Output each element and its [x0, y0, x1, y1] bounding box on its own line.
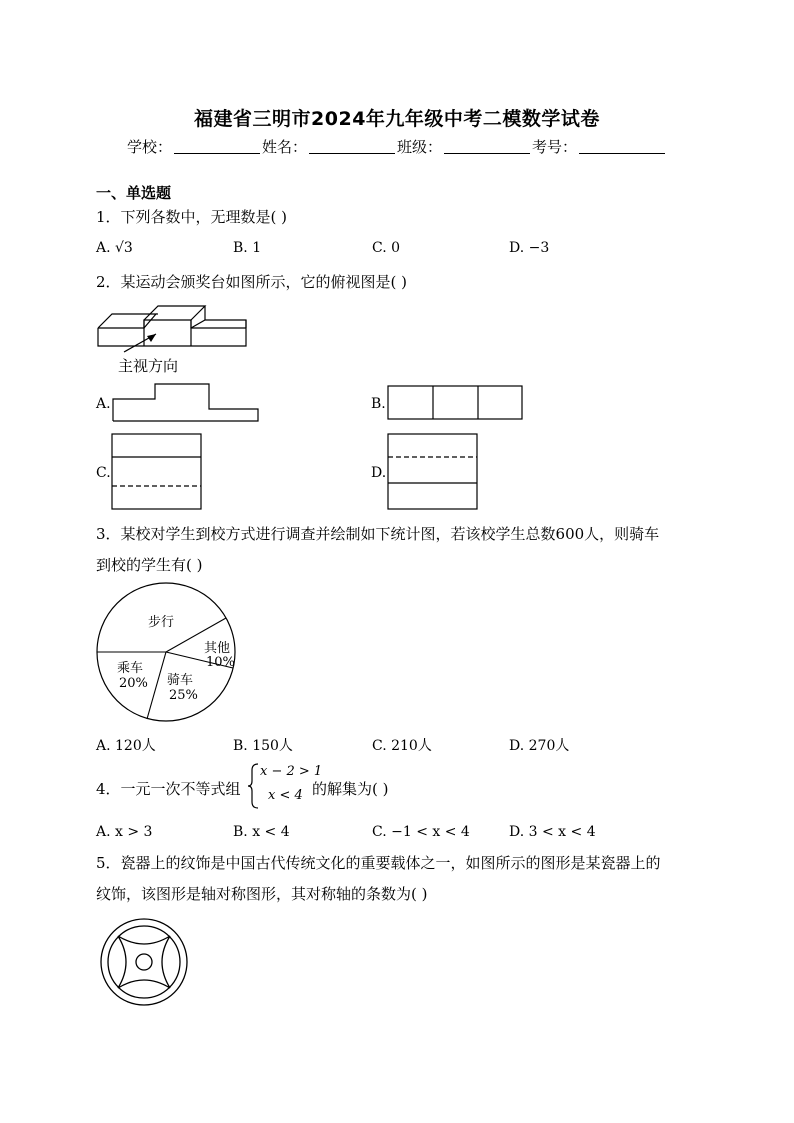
exam-title: 福建省三明市2024年九年级中考二模数学试卷: [194, 108, 600, 130]
q1-option-a: A. √3: [96, 240, 133, 256]
q1-option-d: D. −3: [509, 240, 550, 256]
q4-option-d: D. 3 < x < 4: [509, 824, 596, 840]
school-label: 学校：: [126, 138, 172, 156]
pie-pct-bus: 20%: [119, 676, 148, 691]
q4-system-line2: x < 4: [268, 788, 303, 803]
q4-brace: [246, 762, 260, 810]
q1-option-c: C. 0: [372, 240, 401, 256]
q2-option-c-figure: [110, 432, 204, 512]
section-heading: 一、单选题: [96, 184, 172, 202]
pie-label-bus: 乘车: [117, 661, 144, 676]
q2-option-a-figure: [110, 381, 262, 425]
q3-option-b: B. 150人: [233, 738, 293, 754]
q5-stem-line1: 5．瓷器上的纹饰是中国古代传统文化的重要载体之一，如图所示的图形是某瓷器上的: [96, 854, 661, 872]
pie-pct-other: 10%: [206, 655, 235, 670]
q2-option-a: A.: [96, 396, 111, 412]
number-blank: [579, 139, 665, 154]
q4-system-line1: x − 2 > 1: [260, 764, 323, 779]
q3-option-a: A. 120人: [96, 738, 156, 754]
q2-stem: 2．某运动会颁奖台如图所示，它的俯视图是( ): [96, 273, 408, 291]
q3-option-c: C. 210人: [372, 738, 432, 754]
q4-option-b: B. x < 4: [233, 824, 290, 840]
q1-stem: 1．下列各数中，无理数是( ): [96, 208, 288, 226]
pie-label-walk: 步行: [148, 615, 175, 630]
class-label: 班级：: [397, 138, 443, 156]
q2-figure-label: 主视方向: [118, 357, 179, 375]
q5-stem-line2: 纹饰，该图形是轴对称图形，其对称轴的条数为( ): [96, 885, 428, 903]
q2-option-b-figure: [386, 384, 526, 422]
number-label: 考号：: [532, 138, 578, 156]
q2-option-d: D.: [371, 465, 387, 481]
q4-stem-suffix: 的解集为( ): [312, 780, 389, 798]
q1-option-b: B. 1: [233, 240, 262, 256]
pie-label-other: 其他: [204, 641, 231, 656]
school-blank: [174, 139, 260, 154]
q4-option-a: A. x > 3: [96, 824, 153, 840]
class-blank: [444, 139, 530, 154]
name-blank: [309, 139, 395, 154]
q4-option-c: C. −1 < x < 4: [372, 824, 470, 840]
student-info-line: [0, 136, 794, 157]
q4-stem-prefix: 4．一元一次不等式组: [96, 780, 241, 798]
q3-option-d: D. 270人: [509, 738, 570, 754]
name-label: 姓名：: [261, 138, 307, 156]
q5-porcelain-pattern: [98, 916, 190, 1008]
pie-label-bike: 骑车: [167, 673, 194, 688]
q2-option-c: C.: [96, 465, 111, 481]
podium-3d-figure: [94, 300, 254, 360]
q3-stem-line1: 3．某校对学生到校方式进行调查并绘制如下统计图，若该校学生总数600人，则骑车: [96, 525, 660, 543]
pie-pct-bike: 25%: [169, 688, 198, 703]
q2-option-b: B.: [371, 396, 386, 412]
q2-option-d-figure: [386, 432, 480, 512]
q3-stem-line2: 到校的学生有( ): [96, 556, 203, 574]
